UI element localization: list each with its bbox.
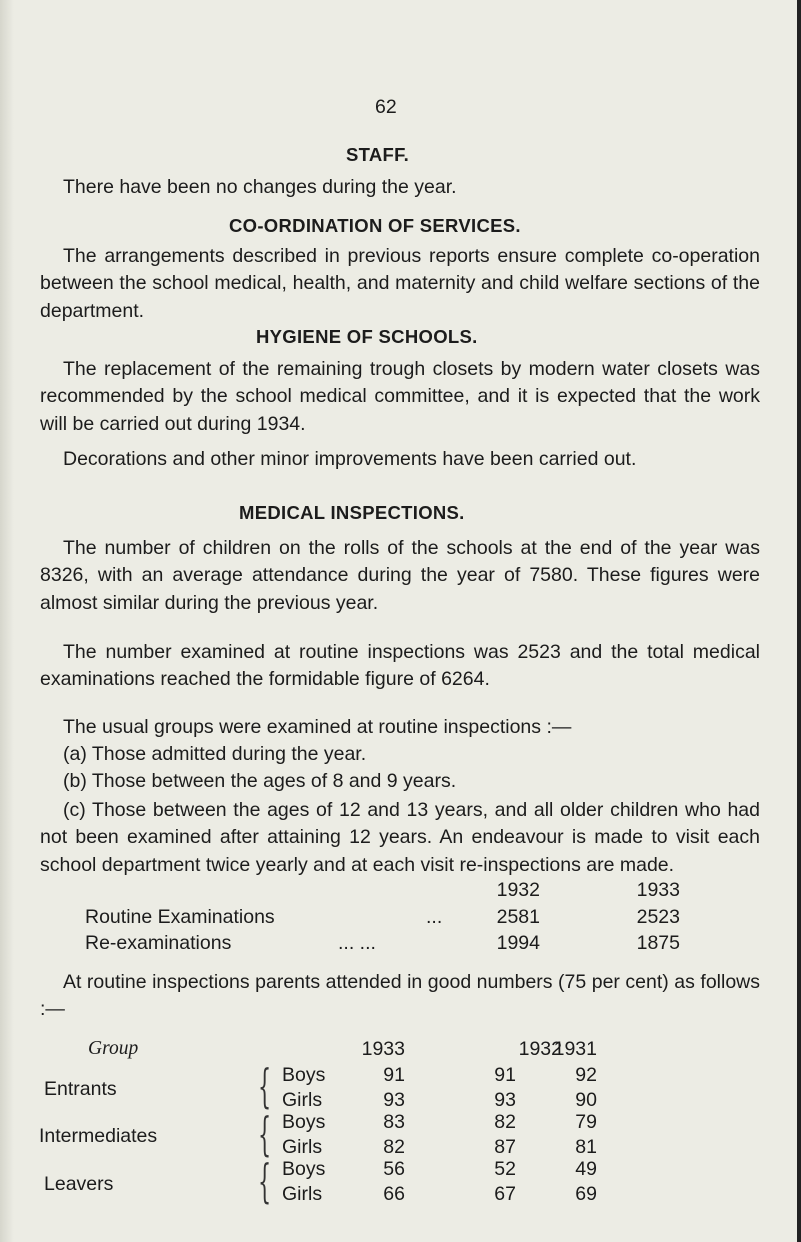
staff-text: There have been no changes during the year. (63, 176, 457, 198)
sex-label: Boys (282, 1111, 326, 1133)
exam-cell: 1994 (496, 932, 540, 954)
parents-cell: 93 (494, 1089, 516, 1111)
parents-cell: 82 (494, 1111, 516, 1133)
exam-row-label: Re-examinations (85, 932, 232, 954)
brace: { (258, 1059, 272, 1113)
sex-label: Boys (282, 1064, 326, 1086)
medical-paragraph-1: The number of children on the rolls of the schools at the end of the year was 8326, with an average attendance during the year of 7580. These figures were almost similar during the previous year. (40, 537, 760, 614)
exam-year-1932: 1932 (496, 879, 540, 901)
parents-year-1931: 1931 (553, 1038, 597, 1060)
parents-cell: 93 (383, 1089, 405, 1111)
exam-row-label: Routine Examinations (85, 906, 275, 928)
hygiene-paragraph-1: The replacement of the remaining trough closets by modern water closets was recommended by the school medical committee, and it is expected that the work will be carried out during 1934. (40, 358, 760, 435)
coordination-heading: CO-ORDINATION OF SERVICES. (229, 215, 521, 236)
coordination-text: The arrangements described in previous reports ensure complete co-operation between the school medical, health, and maternity and child welfare sections of the department. (40, 245, 760, 322)
sex-label: Girls (282, 1183, 323, 1205)
parents-cell: 87 (494, 1136, 516, 1158)
sex-label: Girls (282, 1136, 323, 1158)
medical-paragraph-2: The number examined at routine inspections was 2523 and the total medical examinations reached the formidable figure of 6264. (40, 641, 760, 691)
medical-paragraph-3: The usual groups were examined at routine inspections :— (63, 716, 572, 738)
exam-cell: 2523 (636, 906, 680, 928)
parents-cell: 91 (383, 1064, 405, 1086)
parents-cell: 90 (575, 1089, 597, 1111)
parents-cell: 91 (494, 1064, 516, 1086)
staff-heading: STAFF. (346, 144, 410, 165)
group-label: Intermediates (39, 1125, 158, 1147)
exam-cell: 1875 (636, 932, 680, 954)
medical-heading: MEDICAL INSPECTIONS. (239, 502, 465, 523)
page-number: 62 (375, 96, 397, 118)
parents-cell: 66 (383, 1183, 405, 1205)
list-item-a: (a) Those admitted during the year. (63, 743, 367, 765)
page-edge-dark (797, 0, 801, 1242)
exam-year-1933: 1933 (636, 879, 680, 901)
parents-text: At routine inspections parents attended in good numbers (75 per cent) as follows :— (40, 971, 760, 1021)
parents-cell: 79 (575, 1111, 597, 1133)
hygiene-heading: HYGIENE OF SCHOOLS. (256, 326, 478, 347)
page-edge-shadow (0, 0, 14, 1242)
group-label: Leavers (44, 1173, 114, 1195)
parents-cell: 67 (494, 1183, 516, 1205)
parents-cell: 52 (494, 1158, 516, 1180)
exam-row-dots: ... (426, 906, 443, 928)
parents-cell: 69 (575, 1183, 597, 1205)
exam-row-dots: ... ... (338, 932, 376, 954)
parents-cell: 92 (575, 1064, 597, 1086)
group-label: Entrants (44, 1078, 117, 1100)
parents-year-1932: 1932 (518, 1038, 562, 1060)
parents-year-1933: 1933 (361, 1038, 405, 1060)
sex-label: Boys (282, 1158, 326, 1180)
group-column-header: Group (88, 1038, 139, 1059)
parents-cell: 49 (575, 1158, 597, 1180)
parents-cell: 56 (383, 1158, 405, 1180)
list-item-b: (b) Those between the ages of 8 and 9 years. (63, 770, 457, 792)
list-item-c: (c) Those between the ages of 12 and 13 years, and all older children who had not been examined after attaining 12 years. An endeavour is made to visit each school department twice yearly and at each visit re-inspections are made. (40, 799, 760, 876)
parents-cell: 81 (575, 1136, 597, 1158)
parents-cell: 82 (383, 1136, 405, 1158)
brace: { (258, 1154, 272, 1208)
brace: { (258, 1107, 272, 1161)
parents-cell: 83 (383, 1111, 405, 1133)
exam-cell: 2581 (496, 906, 540, 928)
hygiene-paragraph-2: Decorations and other minor improvements have been carried out. (63, 448, 637, 470)
sex-label: Girls (282, 1089, 323, 1111)
